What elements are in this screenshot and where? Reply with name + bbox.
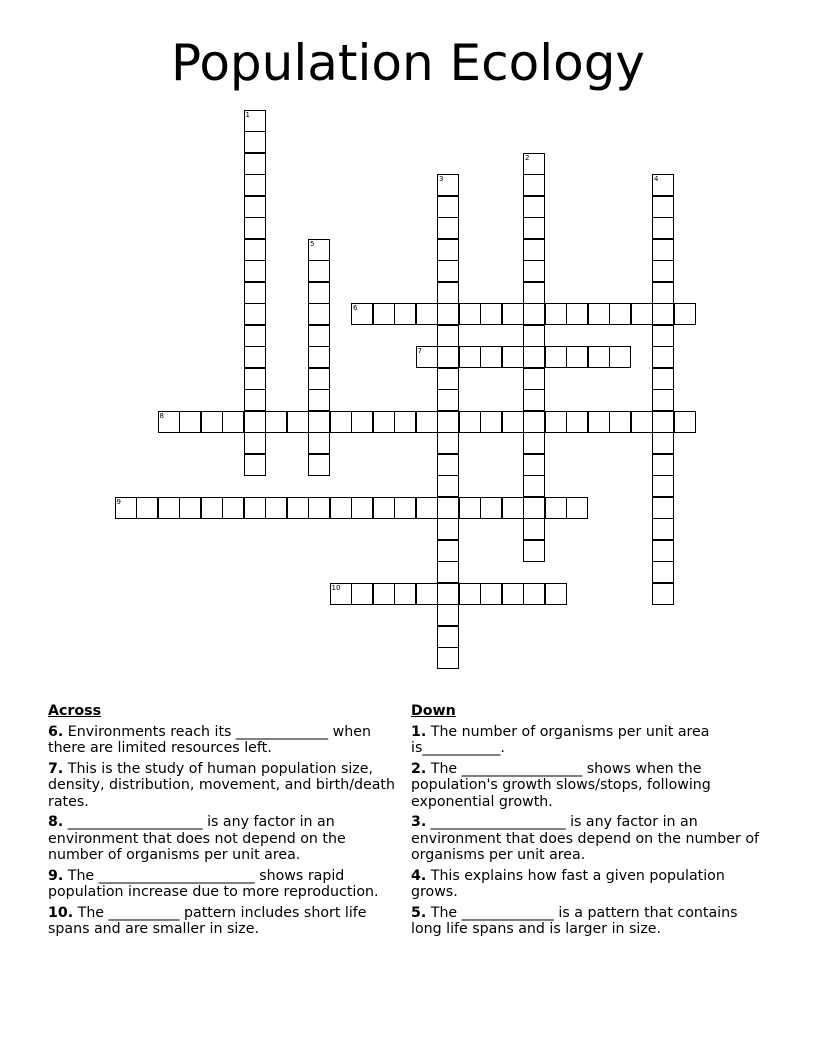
- grid-cell[interactable]: [373, 411, 395, 433]
- clue-number: 6.: [48, 723, 64, 740]
- grid-cell[interactable]: [330, 583, 352, 605]
- grid-cell[interactable]: [244, 368, 266, 390]
- clue-number-label: 5: [310, 239, 315, 248]
- clue-number-label: 7: [417, 347, 422, 355]
- grid-cell[interactable]: [373, 583, 395, 605]
- grid-cell[interactable]: [244, 346, 266, 368]
- grid-cell[interactable]: [265, 497, 287, 519]
- clue-number: 2.: [411, 760, 427, 777]
- grid-cell[interactable]: [244, 411, 266, 433]
- grid-cell[interactable]: [437, 389, 459, 411]
- grid-cell[interactable]: [480, 411, 502, 433]
- grid-cell[interactable]: [244, 325, 266, 347]
- grid-cell[interactable]: [201, 497, 223, 519]
- grid-cell[interactable]: [222, 411, 244, 433]
- clue-number: 4.: [411, 867, 427, 884]
- grid-cell[interactable]: [588, 303, 610, 325]
- grid-cell[interactable]: [631, 303, 653, 325]
- grid-cell[interactable]: [523, 346, 545, 368]
- grid-cell[interactable]: [566, 497, 588, 519]
- clue-text: ___________________ is any factor in an environment that does not depend on the number of organisms per unit area.: [48, 814, 346, 863]
- grid-cell[interactable]: [244, 260, 266, 282]
- grid-cell[interactable]: [287, 411, 309, 433]
- clue-number-label: 9: [116, 497, 121, 506]
- grid-cell[interactable]: [545, 497, 567, 519]
- grid-cell[interactable]: [437, 454, 459, 476]
- grid-cell[interactable]: [480, 346, 502, 368]
- grid-cell[interactable]: [523, 432, 545, 454]
- grid-cell[interactable]: [609, 303, 631, 325]
- grid-cell[interactable]: [437, 540, 459, 562]
- down-clue: [411, 905, 771, 938]
- clue-text: Environments reach its _____________ when there are limited resources left.: [48, 723, 371, 756]
- grid-cell[interactable]: [652, 475, 674, 497]
- grid-cell[interactable]: [244, 110, 266, 132]
- clue-number: 9.: [48, 867, 64, 884]
- clue-number-label: 4: [654, 175, 659, 183]
- grid-cell[interactable]: [652, 260, 674, 282]
- grid-cell[interactable]: [416, 411, 438, 433]
- grid-cell[interactable]: [459, 583, 481, 605]
- grid-cell[interactable]: [308, 303, 330, 325]
- grid-cell[interactable]: [652, 432, 674, 454]
- grid-cell[interactable]: [437, 346, 459, 368]
- grid-cell[interactable]: [566, 303, 588, 325]
- grid-cell[interactable]: [523, 454, 545, 476]
- grid-cell[interactable]: [588, 346, 610, 368]
- grid-cell[interactable]: [416, 497, 438, 519]
- grid-cell[interactable]: [437, 325, 459, 347]
- grid-cell[interactable]: [566, 346, 588, 368]
- grid-cell[interactable]: [308, 260, 330, 282]
- down-clue: [411, 761, 771, 811]
- grid-cell[interactable]: [502, 497, 524, 519]
- across-clue: [48, 724, 403, 757]
- grid-cell[interactable]: [523, 217, 545, 239]
- grid-cell[interactable]: [523, 282, 545, 304]
- grid-cell[interactable]: [244, 303, 266, 325]
- clue-number-label: 8: [159, 411, 164, 420]
- grid-cell[interactable]: [308, 239, 330, 261]
- grid-cell[interactable]: [652, 368, 674, 390]
- clue-text: The __________ pattern includes short life spans and are smaller in size.: [48, 904, 367, 937]
- grid-cell[interactable]: [674, 411, 696, 433]
- grid-cell[interactable]: [158, 411, 180, 433]
- clue-number-label: 10: [331, 583, 341, 592]
- grid-cell[interactable]: [545, 346, 567, 368]
- grid-cell[interactable]: [652, 282, 674, 304]
- grid-cell[interactable]: [308, 497, 330, 519]
- grid-cell[interactable]: [308, 432, 330, 454]
- grid-cell[interactable]: [437, 475, 459, 497]
- grid-cell[interactable]: [416, 303, 438, 325]
- clue-number: 1.: [411, 723, 427, 740]
- grid-cell[interactable]: [480, 303, 502, 325]
- grid-cell[interactable]: [179, 411, 201, 433]
- grid-cell[interactable]: [244, 239, 266, 261]
- grid-cell[interactable]: [416, 583, 438, 605]
- grid-cell[interactable]: [222, 497, 244, 519]
- grid-cell[interactable]: [652, 303, 674, 325]
- grid-cell[interactable]: [437, 174, 459, 196]
- grid-cell[interactable]: [437, 260, 459, 282]
- grid-cell[interactable]: [437, 411, 459, 433]
- grid-cell[interactable]: [308, 411, 330, 433]
- grid-cell[interactable]: [394, 497, 416, 519]
- clue-text: The ______________________ shows rapid population increase due to more reproduction.: [48, 867, 379, 900]
- grid-cell[interactable]: [459, 303, 481, 325]
- grid-cell[interactable]: [631, 411, 653, 433]
- grid-cell[interactable]: [244, 196, 266, 218]
- grid-cell[interactable]: [652, 389, 674, 411]
- grid-cell[interactable]: [437, 432, 459, 454]
- clue-text: This explains how fast a given population grows.: [411, 867, 725, 900]
- grid-cell[interactable]: [652, 454, 674, 476]
- grid-cell[interactable]: [652, 583, 674, 605]
- grid-cell[interactable]: [158, 497, 180, 519]
- grid-cell[interactable]: [459, 346, 481, 368]
- grid-cell[interactable]: [351, 583, 373, 605]
- grid-cell[interactable]: [523, 497, 545, 519]
- down-clue: [411, 814, 771, 864]
- grid-cell[interactable]: [545, 411, 567, 433]
- clue-number-label: 2: [525, 153, 530, 162]
- grid-cell[interactable]: [459, 497, 481, 519]
- grid-cell[interactable]: [244, 217, 266, 239]
- grid-cell[interactable]: [308, 346, 330, 368]
- across-clue: [48, 814, 403, 864]
- grid-cell[interactable]: [523, 325, 545, 347]
- grid-cell[interactable]: [523, 583, 545, 605]
- grid-cell[interactable]: [523, 196, 545, 218]
- grid-cell[interactable]: [566, 411, 588, 433]
- grid-cell[interactable]: [459, 411, 481, 433]
- grid-cell[interactable]: [201, 411, 223, 433]
- grid-cell[interactable]: [330, 411, 352, 433]
- down-clue: [411, 868, 771, 901]
- grid-cell[interactable]: [523, 540, 545, 562]
- grid-cell[interactable]: [437, 282, 459, 304]
- grid-cell[interactable]: [244, 432, 266, 454]
- grid-cell[interactable]: [652, 518, 674, 540]
- grid-cell[interactable]: [502, 303, 524, 325]
- grid-cell[interactable]: [244, 497, 266, 519]
- clue-number: 10.: [48, 904, 74, 921]
- grid-cell[interactable]: [523, 239, 545, 261]
- grid-cell[interactable]: [609, 346, 631, 368]
- grid-cell[interactable]: [523, 368, 545, 390]
- grid-cell[interactable]: [480, 583, 502, 605]
- grid-cell[interactable]: [674, 303, 696, 325]
- grid-cell[interactable]: [437, 626, 459, 648]
- grid-cell[interactable]: [330, 497, 352, 519]
- grid-cell[interactable]: [437, 497, 459, 519]
- grid-cell[interactable]: [652, 540, 674, 562]
- across-clues: [48, 703, 403, 942]
- grid-cell[interactable]: [523, 153, 545, 175]
- grid-cell[interactable]: [652, 325, 674, 347]
- across-heading: Across: [48, 703, 102, 719]
- grid-cell[interactable]: [265, 411, 287, 433]
- grid-cell[interactable]: [652, 239, 674, 261]
- grid-cell[interactable]: [136, 497, 158, 519]
- clue-number: 3.: [411, 814, 427, 830]
- grid-cell[interactable]: [523, 174, 545, 196]
- grid-cell[interactable]: [523, 411, 545, 433]
- clue-text: The _________________ shows when the population's growth slows/stops, following exponential growth.: [411, 760, 711, 810]
- grid-cell[interactable]: [416, 346, 438, 368]
- grid-cell[interactable]: [480, 497, 502, 519]
- grid-cell[interactable]: [437, 196, 459, 218]
- clue-number-label: 1: [245, 110, 250, 119]
- grid-cell[interactable]: [588, 411, 610, 433]
- grid-cell[interactable]: [244, 131, 266, 153]
- grid-cell[interactable]: [437, 518, 459, 540]
- grid-cell[interactable]: [308, 282, 330, 304]
- grid-cell[interactable]: [652, 346, 674, 368]
- clue-text: The _____________ is a pattern that contains long life spans and is larger in size.: [411, 904, 738, 937]
- grid-cell[interactable]: [394, 303, 416, 325]
- clue-number: 8.: [48, 814, 64, 830]
- grid-cell[interactable]: [652, 561, 674, 583]
- grid-cell[interactable]: [287, 497, 309, 519]
- clue-text: ___________________ is any factor in an environment that does depend on the number of organisms per unit area.: [411, 814, 760, 863]
- grid-cell[interactable]: [394, 411, 416, 433]
- grid-cell[interactable]: [394, 583, 416, 605]
- grid-cell[interactable]: [244, 153, 266, 175]
- grid-cell[interactable]: [652, 196, 674, 218]
- grid-cell[interactable]: [437, 604, 459, 626]
- grid-cell[interactable]: [545, 303, 567, 325]
- grid-cell[interactable]: [523, 389, 545, 411]
- grid-cell[interactable]: [523, 303, 545, 325]
- grid-cell[interactable]: [437, 647, 459, 669]
- grid-cell[interactable]: [437, 368, 459, 390]
- grid-cell[interactable]: [244, 389, 266, 411]
- clue-number-label: 6: [353, 304, 358, 312]
- grid-cell[interactable]: [652, 174, 674, 196]
- grid-cell[interactable]: [502, 583, 524, 605]
- grid-cell[interactable]: [437, 583, 459, 605]
- clue-number-label: 3: [439, 175, 444, 183]
- grid-cell[interactable]: [437, 217, 459, 239]
- grid-cell[interactable]: [652, 217, 674, 239]
- grid-cell[interactable]: [373, 497, 395, 519]
- across-clue: [48, 761, 403, 811]
- grid-cell[interactable]: [523, 518, 545, 540]
- grid-cell[interactable]: [308, 368, 330, 390]
- grid-cell[interactable]: [308, 389, 330, 411]
- clue-text: The number of organisms per unit area is___________.: [411, 723, 710, 756]
- grid-cell[interactable]: [523, 260, 545, 282]
- grid-cell[interactable]: [652, 497, 674, 519]
- grid-cell[interactable]: [523, 475, 545, 497]
- clue-text: This is the study of human population size, density, distribution, movement, and birth/death rates.: [48, 760, 395, 810]
- clue-number: 5.: [411, 904, 427, 921]
- down-heading: Down: [411, 703, 456, 719]
- grid-cell[interactable]: [437, 303, 459, 325]
- grid-cell[interactable]: [609, 411, 631, 433]
- grid-cell[interactable]: [502, 411, 524, 433]
- grid-cell[interactable]: [308, 454, 330, 476]
- grid-cell[interactable]: [244, 282, 266, 304]
- grid-cell[interactable]: [437, 239, 459, 261]
- grid-cell[interactable]: [351, 411, 373, 433]
- across-clue: [48, 868, 403, 901]
- grid-cell[interactable]: [244, 174, 266, 196]
- clue-number: 7.: [48, 760, 64, 777]
- puzzle-title: Population Ecology: [170, 34, 646, 92]
- grid-cell[interactable]: [373, 303, 395, 325]
- grid-cell[interactable]: [351, 497, 373, 519]
- grid-cell[interactable]: [244, 454, 266, 476]
- grid-cell[interactable]: [437, 561, 459, 583]
- grid-cell[interactable]: [652, 411, 674, 433]
- grid-cell[interactable]: [179, 497, 201, 519]
- grid-cell[interactable]: [115, 497, 137, 519]
- grid-cell[interactable]: [308, 325, 330, 347]
- grid-cell[interactable]: [545, 583, 567, 605]
- grid-cell[interactable]: [351, 303, 373, 325]
- grid-cell[interactable]: [502, 346, 524, 368]
- across-clue: [48, 905, 403, 938]
- down-clue: [411, 724, 771, 757]
- down-clues: [411, 703, 771, 942]
